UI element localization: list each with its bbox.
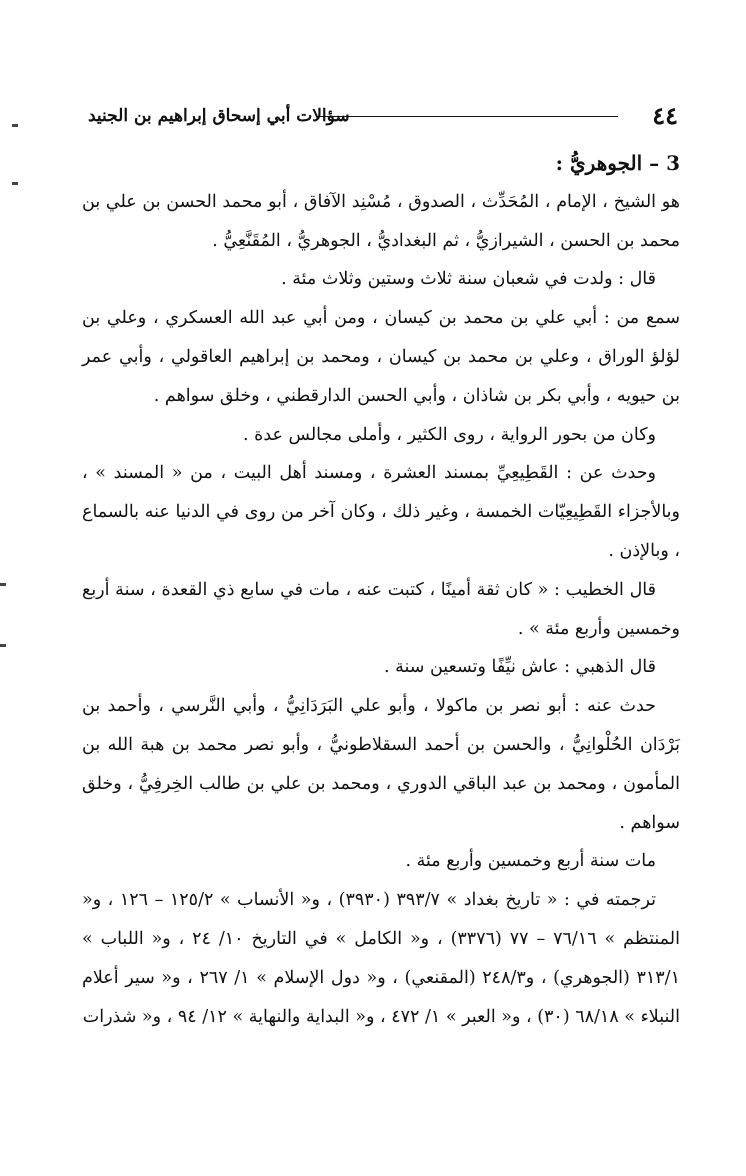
header-rule xyxy=(318,116,618,117)
paragraph-dhahabi-quote: قال الذهبي : عاش نيِّفًا وتسعين سنة . xyxy=(383,657,656,678)
paragraph-narration: وكان من بحور الرواية ، روى الكثير ، وأملى مجالس عدة . xyxy=(243,424,656,445)
paragraph-identity: هو الشيخ ، الإمام ، المُحَدِّث ، الصدوق ، مُسْنِد الآفاق ، أبو محمد الحسن بن علي بن محمد بن الحسن ، الشيرازيُّ ، ثم البغداديُّ ، الجوهريُّ ، المُقَنَّعِيُّ . xyxy=(82,191,680,251)
margin-mark xyxy=(0,644,6,647)
paragraph-death: مات سنة أربع وخمسين وأربع مئة . xyxy=(405,851,656,872)
paragraph-references: ترجمته في : « تاريخ بغداد » ٣٩٣/٧ (٣٩٣٠) ، و« الأنساب » ١٢٥/٢ – ١٢٦ ، و« المنتظم » ٧٦/١٦ – ٧٧ (٣٣٧٦) ، و« الكامل » في التاريخ ١٠/ ٢٤ ، و« اللباب » ٣١٣/١ (الجوهري) ، و٢٤٨/٣ (المقنعي) ، و« دول الإسلام » ١/ ٢٦٧ ، و« سير أعلام النبلاء » ٦٨/١٨ (٣٠) ، و« العبر » ١/ ٤٧٢ ، و« البداية والنهاية » ١٢/ ٩٤ ، و« شذرات xyxy=(82,890,680,1027)
paragraph-students: حدث عنه : أبو نصر بن ماكولا ، وأبو علي البَرَدَانِيُّ ، وأبي النَّرسي ، وأحمد بن بَرْدَان الحُلْوانِيُّ ، والحسن بن أحمد السقلاطونيُّ ، وأبو نصر محمد بن هبة الله بن المأمون ، ومحمد بن عبد الباقي الدوري ، ومحمد بن علي بن طالب الخِرفِيُّ ، وخلق سواهم . xyxy=(82,696,680,833)
page-number: ٤٤ xyxy=(652,101,678,130)
margin-mark xyxy=(12,182,18,185)
margin-mark xyxy=(0,583,6,586)
margin-mark xyxy=(12,124,18,127)
paragraph-transmitted: وحدث عن : القَطِيعِيِّ بمسند العشرة ، ومسند أهل البيت ، من « المسند » ، وبالأجزاء القَطِيعِيّات الخمسة ، وغير ذلك ، وكان آخر من روى في الدنيا عنه بالسماع ، وبالإذن . xyxy=(82,463,680,561)
page-header xyxy=(88,96,678,136)
entry-heading: 3 – الجوهريُّ : xyxy=(555,151,680,175)
paragraph-teachers: سمع من : أبي علي بن محمد بن كيسان ، ومن أبي عبد الله العسكري ، وعلي بن لؤلؤ الوراق ، وعلي بن محمد بن كيسان ، ومحمد بن إبراهيم العاقولي ، وأبي عمر بن حيويه ، وأبي بكر بن شاذان ، وأبي الحسن الدارقطني ، وخلق سواهم . xyxy=(82,308,680,406)
paragraph-khatib-quote: قال الخطيب : « كان ثقة أمينًا ، كتبت عنه ، مات في سابع ذي القعدة ، سنة أربع وخمسين وأربع مئة » . xyxy=(82,579,680,639)
running-title: سؤالات أبي إسحاق إبراهيم بن الجنيد xyxy=(88,106,350,126)
entry-body xyxy=(82,144,680,1036)
paragraph-birth: قال : ولدت في شعبان سنة ثلاث وستين وثلاث مئة . xyxy=(281,269,656,290)
